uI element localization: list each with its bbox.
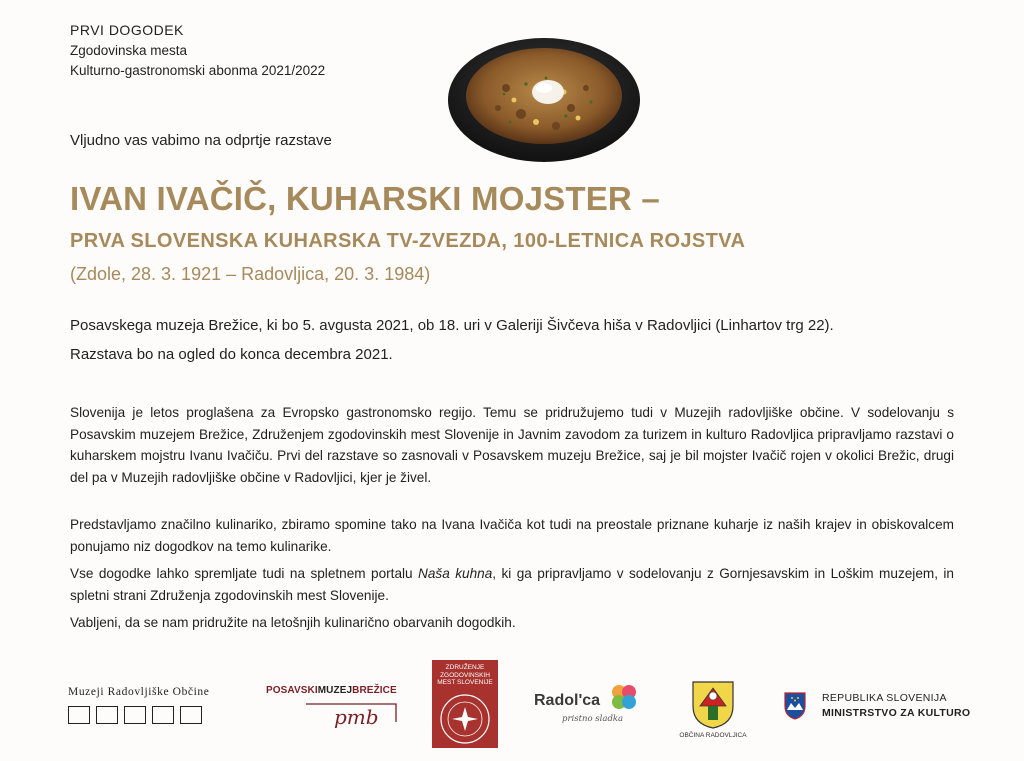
ministrstvo-text: MINISTRSTVO ZA KULTURO [822, 707, 971, 719]
muzeji-logo-text: Muzeji Radovljiške Občine [68, 686, 210, 698]
portal-text-before: Vse dogodke lahko spremljate tudi na spletnem portalu [70, 566, 419, 581]
pmb-logo [266, 696, 416, 730]
life-dates: (Zdole, 28. 3. 1921 – Radovljica, 20. 3. 1984) [70, 264, 431, 284]
radolca-slogan: pristno sladka [562, 714, 624, 724]
obcina-text: OBČINA RADOVLJICA [679, 732, 747, 739]
republika-slovenija-text: REPUBLIKA SLOVENIJA [822, 692, 947, 704]
obcina-radovljica-logo [672, 678, 754, 740]
invitation-line: Vljudno vas vabimo na odprtje razstave [70, 132, 332, 149]
series-name: Zgodovinska mesta [70, 43, 188, 58]
radolca-logo [532, 684, 640, 730]
radolca-text: Radol'ca [534, 692, 601, 709]
museum-pictogram-icon [152, 706, 174, 724]
paragraph-invitation: Vabljeni, da se nam pridružite na letošnjih kulinarično obarvanih dogodkih. [70, 615, 516, 630]
paragraph-intro: Slovenija je letos proglašena za Evropsko gastronomsko regijo. Temu se pridružujemo tudi v Muzejih radovljiške občine. V sodelovanju s Posavskim muzejem Brežice, Združenjem zgodovinskih mest Slovenije in Javnim zavodom za turizem in kulturo Radovljica pripravljamo razstavi o kuharskem mojstru Ivanu Ivačiču. Prvi del razstave so zasnovali v Posavskem muzeju Brežice, saj je bil mojster Ivačič rojen v okolici Brežic, drugi del pa v Muzejih radovljiške občine v Radovljici, kjer je živel. [70, 405, 954, 485]
event-details: Posavskega muzeja Brežice, ki bo 5. avgusta 2021, ob 18. uri v Galeriji Šivčeva hiša v Radovljici (Linhartov trg 22). [70, 317, 834, 334]
exhibition-subtitle: PRVA SLOVENSKA KUHARSKA TV-ZVEZDA, 100-LETNICA ROJSTVA [70, 230, 746, 252]
posavski-logo-text [266, 685, 416, 696]
posavski-word: POSAVSKI [266, 685, 318, 696]
slovenia-coat-of-arms-icon [784, 692, 806, 720]
museum-pictogram-icon [96, 706, 118, 724]
series-subtitle: Kulturno-gastronomski abonma 2021/2022 [70, 63, 326, 78]
museum-pictogram-icon [68, 706, 90, 724]
radovljica-coat-of-arms [688, 678, 738, 730]
museum-pictograms [68, 706, 238, 724]
posavski-muzej-brezice-logo [266, 685, 416, 735]
zdruzenje-text: ZDRUŽENJE ZGODOVINSKIH MEST SLOVENIJE [437, 664, 493, 686]
brezice-word: BREŽICE [352, 685, 397, 696]
svg-text:pmb: pmb [334, 705, 379, 729]
exhibition-title: IVAN IVAČIČ, KUHARSKI MOJSTER – [70, 180, 660, 217]
zdruzenje-zgodovinskih-mest-logo [432, 660, 498, 748]
exhibition-duration: Razstava bo na ogled do konca decembra 2021. [70, 346, 393, 363]
soup-bowl-photo [446, 26, 642, 166]
portal-name: Naša kuhna [418, 566, 493, 581]
muzej-word: MUZEJ [317, 685, 353, 696]
paragraph-portal [70, 563, 954, 606]
zdruzenje-seal [432, 687, 498, 747]
paragraph-culinary: Predstavljamo značilno kulinariko, zbiramo spomine tako na Ivana Ivačiča kot tudi na preostale priznane kuharje iz naših krajev in obiskovalcem ponujamo niz dogodkov na temo kulinarike. [70, 517, 954, 554]
portal-text-after: , ki ga pripravljamo v sodelovanju z Gornjesavskim in Loškim muzejem, in spletni strani Združenja zgodovinskih mest Slovenije. [70, 566, 954, 603]
event-kicker: PRVI DOGODEK [70, 22, 184, 38]
radolca-flower-icon [608, 682, 640, 714]
museum-pictogram-icon [180, 706, 202, 724]
muzeji-radovljiske-obcine-logo [68, 686, 238, 724]
museum-pictogram-icon [124, 706, 146, 724]
